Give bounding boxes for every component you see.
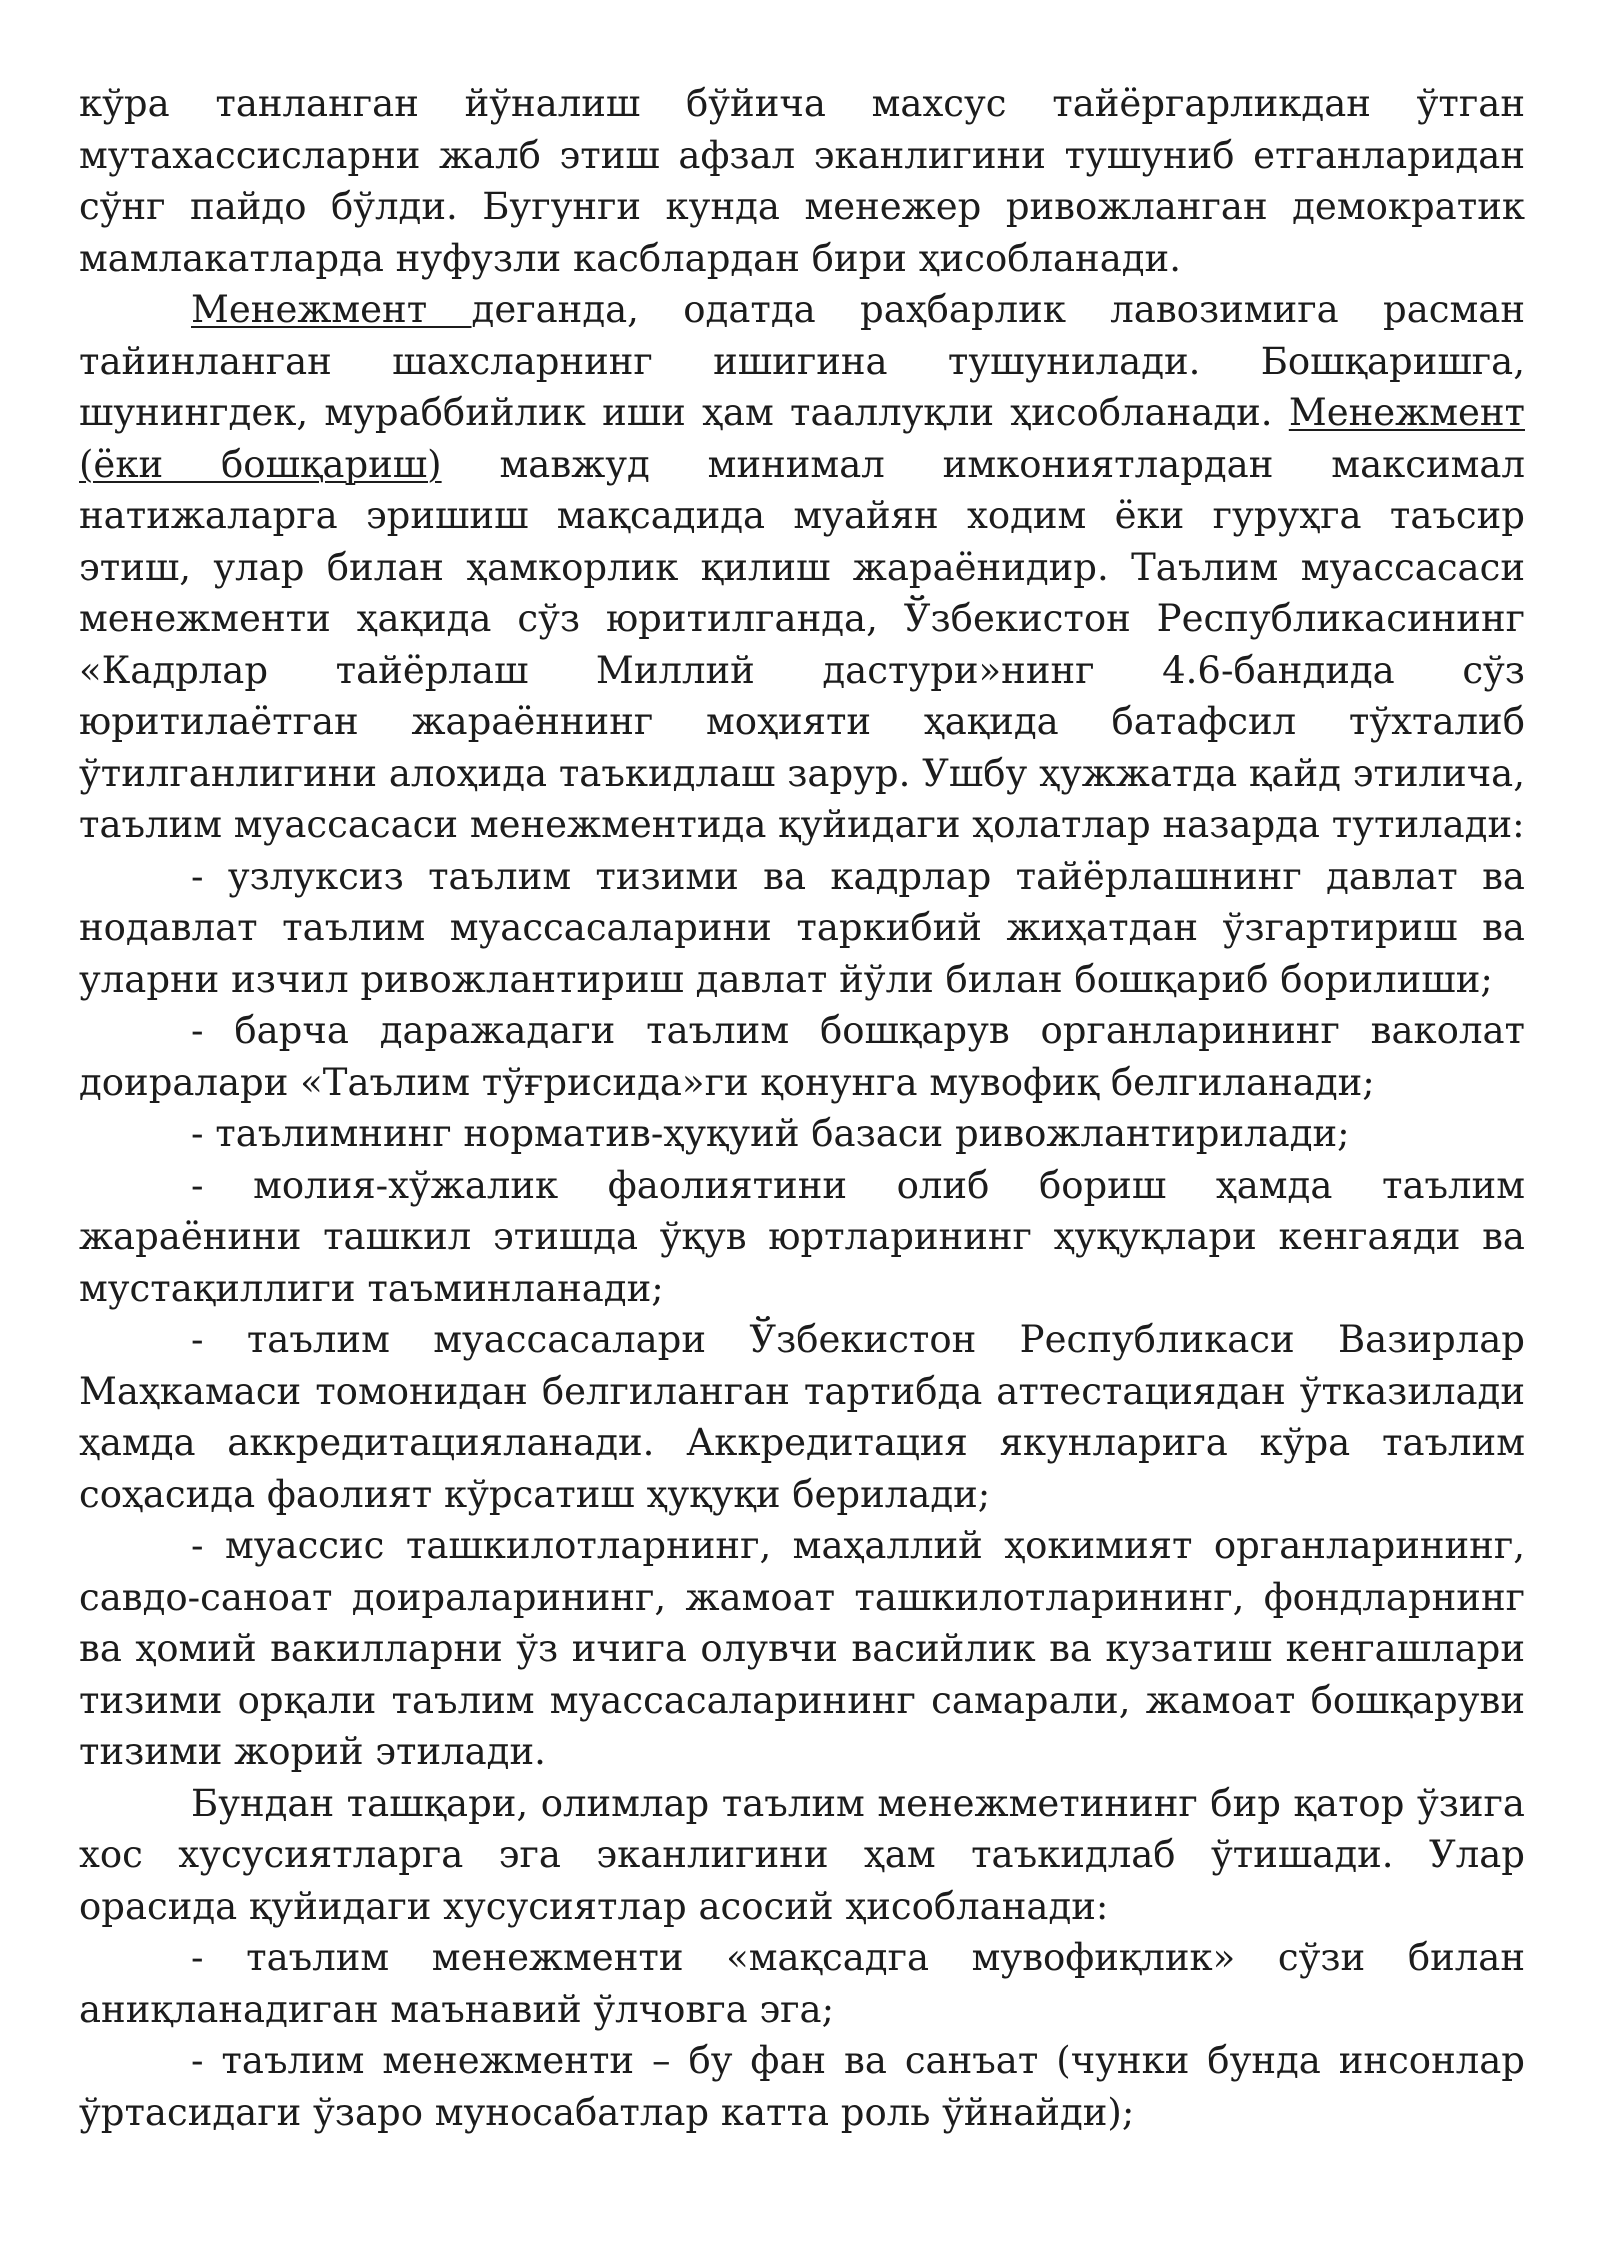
paragraph [79, 1005, 1525, 1108]
text-segment: деганда, одатда раҳбарлик лавозимига расман тайинланган шахсларнинг ишигина тушунилади. Бошқаришга, шунингдек, мураббийлик иши ҳам тааллуқли ҳисобланади. [79, 288, 1525, 434]
paragraph [79, 2035, 1525, 2138]
paragraph [79, 1932, 1525, 2035]
text-segment: - таълим менежменти – бу фан ва санъат (чунки бунда инсонлар ўртасидаги ўзаро муносабатлар катта роль ўйнайди); [79, 2039, 1525, 2134]
underlined-term: Менежмент [191, 288, 472, 331]
paragraph [79, 78, 1525, 284]
paragraph [79, 1778, 1525, 1933]
text-segment: Бундан ташқари, олимлар таълим менежметининг бир қатор ўзига хос хусусиятларга эга эканлигини ҳам таъкидлаб ўтишади. Улар орасида қуйидаги хусусиятлар асосий ҳисобланади: [79, 1781, 1525, 1928]
paragraph [79, 1160, 1525, 1315]
paragraph [79, 851, 1525, 1006]
underlined-term: Менежмент (ёки бошқариш) [79, 391, 1525, 486]
text-segment: - муассис ташкилотларнинг, маҳаллий ҳокимият органларининг, савдо-саноат доираларининг, жамоат ташкилотларининг, фондларнинг ва ҳомий вакилларни ўз ичига олувчи васийлик ва кузатиш кенгашлари тизими орқали таълим муассасаларининг самарали, жамоат бошқаруви тизими жорий этилади. [79, 1524, 1525, 1773]
text-segment: - молия-хўжалик фаолиятини олиб бориш ҳамда таълим жараёнини ташкил этишда ўқув юртларининг ҳуқуқлари кенгаяди ва мустақиллиги таъминланади; [79, 1163, 1525, 1310]
text-segment: мавжуд минимал имкониятлардан максимал натижаларга эришиш мақсадида муайян ходим ёки гуруҳга таъсир этиш, улар билан ҳамкорлик қилиш жараёнидир. Таълим муассасаси менежменти ҳақида сўз юритилганда, Ўзбекистон Республикасининг «Кадрлар тайёрлаш Миллий дастури»нинг 4.6-бандида сўз юритилаётган жараённинг моҳияти ҳақида батафсил тўхталиб ўтилганлигини алоҳида таъкидлаш зарур. Ушбу ҳужжатда қайд этилича, таълим муассасаси менежментида қуйидаги ҳолатлар назарда тутилади: [79, 442, 1525, 846]
paragraph [79, 1520, 1525, 1778]
document-page [79, 78, 1525, 2138]
paragraph [79, 1108, 1525, 1160]
text-segment: - таълим менежменти «мақсадга мувофиқлик» сўзи билан аниқланадиган маънавий ўлчовга эга; [79, 1936, 1525, 2031]
text-segment: - барча даражадаги таълим бошқарув органларининг ваколат доиралари «Таълим тўғрисида»ги қонунга мувофиқ белгиланади; [79, 1009, 1525, 1104]
text-segment: - таълим муассасалари Ўзбекистон Республикаси Вазирлар Маҳкамаси томонидан белгиланган тартибда аттестациядан ўтказилади ҳамда аккредитацияланади. Аккредитация якунларига кўра таълим соҳасида фаолият кўрсатиш ҳуқуқи берилади; [79, 1318, 1525, 1516]
paragraph [79, 284, 1525, 851]
paragraph [79, 1314, 1525, 1520]
text-segment: - таълимнинг норматив-ҳуқуий базаси ривожлантирилади; [191, 1112, 1350, 1155]
text-segment: кўра танланган йўналиш бўйича махсус тайёргарликдан ўтган мутахассисларни жалб этиш афзал эканлигини тушуниб етганларидан сўнг пайдо бўлди. Бугунги кунда менежер ривожланган демократик мамлакатларда нуфузли касблардан бири ҳисобланади. [79, 82, 1525, 280]
text-segment: - узлуксиз таълим тизими ва кадрлар тайёрлашнинг давлат ва нодавлат таълим муассасаларини таркибий жиҳатдан ўзгартириш ва уларни изчил ривожлантириш давлат йўли билан бошқариб борилиши; [79, 854, 1525, 1001]
